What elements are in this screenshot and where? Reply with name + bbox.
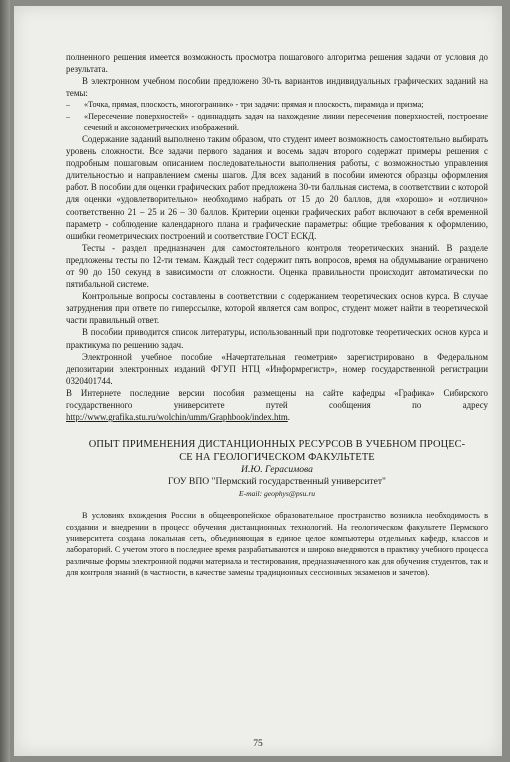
- article-organization: ГОУ ВПО "Пермский государственный университет": [168, 476, 386, 488]
- book-binding-shadow: [0, 0, 10, 762]
- paragraph-variants: В электронном учебном пособии предложено 30-ть вариантов индивидуальных графических заданий на темы:: [66, 76, 488, 99]
- article-email: E-mail: geophys@psu.ru: [238, 489, 316, 499]
- page-content: [66, 51, 488, 578]
- list-dash: –: [66, 100, 71, 110]
- article-title: [66, 439, 488, 464]
- website-text: В Интернете последние версии пособия размещены на сайте кафедры «Графика» Сибирского государственного университете путей сообщения по адресу: [66, 387, 488, 411]
- article-title-line: СЕ НА ГЕОЛОГИЧЕСКОМ ФАКУЛЬТЕТЕ: [179, 451, 375, 463]
- list-dash: –: [66, 111, 71, 121]
- list-item: [66, 111, 488, 133]
- paragraph-literature: В пособии приводится список литературы, использованный при подготовке теоретических основ курса и практикума по решению задач.: [66, 327, 488, 350]
- paragraph-tests: Тесты - раздел предназначен для самостоятельного контроля теоретических знаний. В разделе предложены тесты по 12-ти темам. Каждый тест содержит пять вопросов, время на обдумывание ограничено от 90 до 150 секунд в зависимости от сложности. Оценка правильности происходит автоматически по пятибальной системе.: [66, 242, 488, 290]
- paragraph-continuation: полненного решения имеется возможность просмотра пошагового алгоритма решения задачи от условия до результата.: [66, 52, 488, 75]
- list-item-text: «Пересечение поверхностей» - одиннадцать задач на нахождение линии пересечения поверхностей, построение сечений и аксонометрических изображений.: [84, 111, 488, 132]
- list-item: [66, 99, 488, 110]
- article-abstract: В условиях вхождения России в общеевропейское образовательное пространство возникла необходимость в создании и внедрении в процесс обучения дистанционных технологий. На геологическом факультете Пермского университета создана локальная сеть, объединяющая в единое целое компьютеры отдельных кафедр, классов и лабораторий. С учетом этого в последнее время разрабатываются и широко внедряются в практику учебного процесса различные формы электронной подачи материала и тестирования, предназначенного как для обучения студентов, так и для контроля знаний (в частности, в качестве замены традиционных сессионных экзаменов и зачетов).: [66, 511, 488, 577]
- page-number: 75: [253, 739, 263, 749]
- book-page: [14, 6, 502, 756]
- article-title-line: ОПЫТ ПРИМЕНЕНИЯ ДИСТАНЦИОННЫХ РЕСУРСОВ В УЧЕБНОМ ПРОЦЕС-: [88, 439, 466, 451]
- paragraph-control-questions: Контрольные вопросы составлены в соответствии с содержанием теоретических основ курса. В случае затруднения при ответе по гиперссылке, которой является сам вопрос, студент может найти в теоретической части правильный ответ.: [66, 291, 488, 326]
- article-author: И.Ю. Герасимова: [241, 464, 313, 476]
- website-suffix: .: [287, 412, 290, 423]
- website-link[interactable]: http://www.grafika.stu.ru/wolchin/umm/Graphbook/index.htm: [66, 412, 288, 423]
- paragraph-registration: Электронной учебное пособие «Начертательная геометрия» зарегистрировано в Федеральном депозитарии электронных изданий ФГУП НТЦ «Информрегистр», номер государственной регистрации 0320401744.: [66, 351, 488, 386]
- list-item-text: «Точка, прямая, плоскость, многогранник» - три задачи: прямая и плоскость, пирамида и призма;: [84, 100, 424, 110]
- paragraph-website: [66, 387, 488, 423]
- paragraph-assignment-content: Содержание заданий выполнено таким образом, что студент имеет возможность самостоятельно выбирать уровень сложности. Все задачи первого задания и восемь задач второго содержат примеры решения с подробным пошаговым описанием последовательности выполнения работы, с возможностью управления длительностью и направлением смены шагов. Для всех заданий в пособии имеются образцы оформления работ. В пособии для оценки графических работ предложена 30-ти балльная система, в соответствии с которой для оценки «удовлетворительно» необходимо набрать от 15 до 20 баллов, для «хорошо» и «отлично» соответственно 21 – 25 и 26 – 30 баллов. Критерии оценки графических работ включают в себя временной параметр - соблюдение календарного плана и графические параметры: общие требования к оформлению, ошибки геометрических построений и соответствие ГОСТ ЕСКД.: [66, 133, 488, 241]
